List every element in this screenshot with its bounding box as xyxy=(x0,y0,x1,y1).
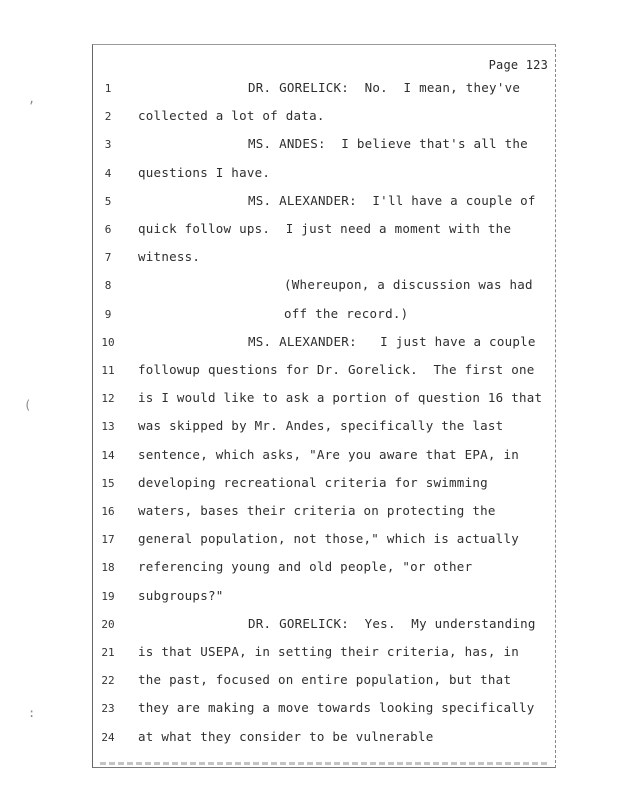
line-number: 24 xyxy=(101,730,115,744)
margin-mark: , xyxy=(28,92,36,106)
scan-artifact-bottom xyxy=(100,762,550,765)
line-number: 2 xyxy=(104,110,112,124)
transcript-line xyxy=(0,136,618,156)
line-number: 16 xyxy=(101,505,115,518)
line-number: 23 xyxy=(101,702,115,716)
transcript-line xyxy=(0,221,618,241)
transcript-line xyxy=(0,503,618,523)
line-text: was skipped by Mr. Andes, specifically the last xyxy=(138,418,504,434)
transcript-line xyxy=(0,80,618,100)
line-number: 20 xyxy=(101,617,115,631)
line-number: 7 xyxy=(104,251,112,265)
line-text: quick follow ups. I just need a moment with the xyxy=(138,221,512,236)
line-text: is that USEPA, in setting their criteria, has, in xyxy=(138,644,520,659)
transcript-line xyxy=(0,729,618,749)
transcript-line xyxy=(0,306,618,326)
line-text: subgroups?" xyxy=(138,587,224,603)
page-number: Page 123 xyxy=(488,58,548,72)
transcript-line xyxy=(0,588,618,608)
line-number: 11 xyxy=(101,364,115,377)
transcript-line xyxy=(0,277,618,297)
transcript-line xyxy=(0,362,618,382)
line-number: 21 xyxy=(101,646,115,659)
line-text: MS. ALEXANDER: I'll have a couple of xyxy=(248,192,536,208)
line-number: 4 xyxy=(104,166,112,180)
line-text: general population, not those," which is actually xyxy=(138,531,520,547)
line-text: MS. ALEXANDER: I just have a couple xyxy=(248,333,536,349)
line-number: 22 xyxy=(101,674,115,688)
line-text: sentence, which asks, "Are you aware that EPA, in xyxy=(138,446,520,462)
line-text: followup questions for Dr. Gorelick. The first one xyxy=(138,362,535,377)
line-number: 1 xyxy=(104,82,112,95)
line-text: DR. GORELICK: No. I mean, they've xyxy=(248,80,521,95)
line-text: developing recreational criteria for swimming xyxy=(138,474,488,490)
transcript-line xyxy=(0,418,618,438)
line-number: 5 xyxy=(104,194,112,208)
line-text: the past, focused on entire population, but that xyxy=(138,672,512,688)
line-text: DR. GORELICK: Yes. My understanding xyxy=(248,615,536,631)
transcript-line xyxy=(0,644,618,664)
line-text: at what they consider to be vulnerable xyxy=(138,728,434,744)
line-text: (Whereupon, a discussion was had xyxy=(284,277,533,293)
transcript-line xyxy=(0,447,618,467)
transcript-line xyxy=(0,249,618,269)
transcript-line xyxy=(0,334,618,354)
line-text: is I would like to ask a portion of question 16 that xyxy=(138,390,543,406)
transcript-line xyxy=(0,193,618,213)
margin-mark: ( xyxy=(24,398,32,412)
line-number: 13 xyxy=(101,420,115,434)
line-number: 8 xyxy=(104,279,112,293)
line-number: 15 xyxy=(101,476,115,490)
line-number: 12 xyxy=(101,392,115,406)
line-number: 14 xyxy=(101,448,115,462)
transcript-line xyxy=(0,616,618,636)
line-number: 3 xyxy=(104,138,112,152)
line-text: they are making a move towards looking specifically xyxy=(138,700,535,716)
line-number: 18 xyxy=(101,561,115,575)
margin-mark: : xyxy=(28,706,36,720)
transcript-line xyxy=(0,108,618,128)
line-text: collected a lot of data. xyxy=(138,108,325,124)
transcript-line xyxy=(0,700,618,720)
line-text: waters, bases their criteria on protecting the xyxy=(138,503,496,518)
line-number: 17 xyxy=(101,533,115,547)
line-number: 9 xyxy=(104,307,112,321)
line-text: MS. ANDES: I believe that's all the xyxy=(248,136,528,152)
transcript-line xyxy=(0,475,618,495)
line-text: off the record.) xyxy=(284,305,409,321)
transcript-line xyxy=(0,672,618,692)
line-text: witness. xyxy=(138,249,201,265)
line-number: 6 xyxy=(104,223,112,236)
line-number: 19 xyxy=(101,589,115,603)
line-number: 10 xyxy=(101,335,115,349)
transcript-line xyxy=(0,559,618,579)
line-text: questions I have. xyxy=(138,164,271,180)
transcript-line xyxy=(0,531,618,551)
transcript-line xyxy=(0,165,618,185)
line-text: referencing young and old people, "or other xyxy=(138,559,473,575)
transcript-line xyxy=(0,390,618,410)
